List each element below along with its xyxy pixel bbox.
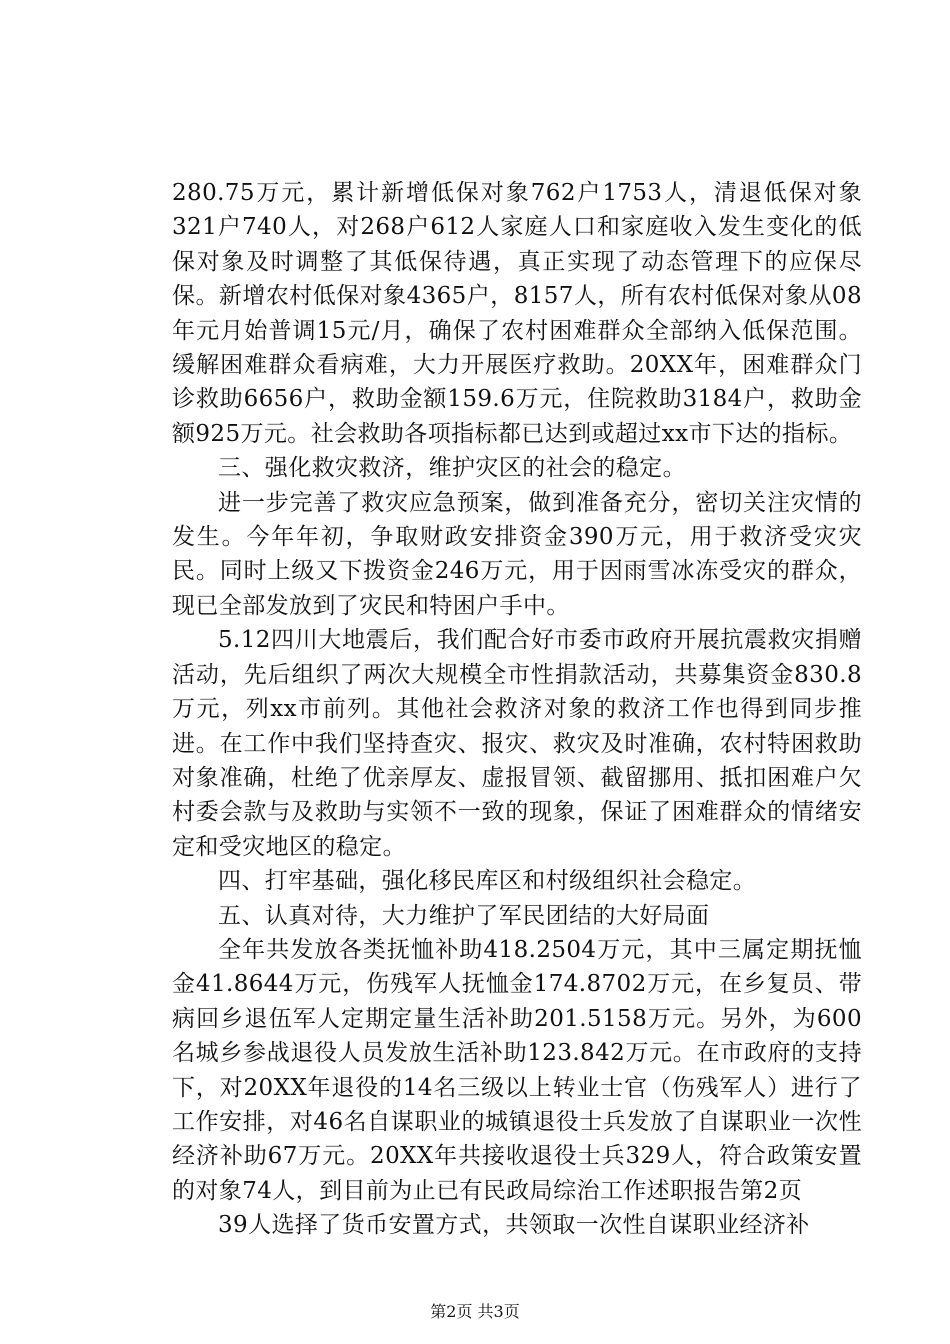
paragraph-3: 进一步完善了救灾应急预案，做到准备充分，密切关注灾情的发生。今年年初，争取财政安排资金390万元，用于救济受灾灾民。同时上级又下拨资金246万元，用于因雨雪冰冻受灾的群众，现已全部发放到了灾民和特困户手中。 [172,489,862,619]
paragraph-4: 5.12四川大地震后，我们配合好市委市政府开展抗震救灾捐赠活动，先后组织了两次大规模全市性捐款活动，共募集资金830.8万元，列xx市前列。其他社会救济对象的救济工作也得到同步推进。在工作中我们坚持查灾、报灾、救灾及时准确，农村特困救助对象准确，杜绝了优亲厚友、虚报冒领、截留挪用、抵扣困难户欠村委会款与及救助与实领不一致的现象，保证了困难群众的情绪安定和受灾地区的稳定。 [172,627,862,860]
paragraph-8: 39人选择了货币安置方式，共领取一次性自谋职业经济补 [218,1212,810,1239]
document-body [172,176,862,1243]
section-heading-5: 五、认真对待，大力维护了军民团结的大好局面 [218,902,710,929]
paragraph-7: 全年共发放各类抚恤补助418.2504万元，其中三属定期抚恤金41.8644万元，伤残军人抚恤金174.8702万元，在乡复员、带病回乡退伍军人定期定量生活补助201.5158万元。另外，为600名城乡参战退役人员发放生活补助123.842万元。在市政府的支持下，对20XX年退役的14名三级以上转业士官（伤残军人）进行了工作安排，对46名自谋职业的城镇退役士兵发放了自谋职业一次性经济补助67万元。20XX年共接收退役士兵329人，符合政策安置的对象74人，到目前为止已有民政局综治工作述职报告第2页 [172,936,862,1204]
section-heading-4: 四、打牢基础，强化移民库区和村级组织社会稳定。 [218,868,757,895]
page-footer [0,1302,950,1322]
section-heading-3: 三、强化救灾救济，维护灾区的社会的稳定。 [218,455,686,482]
paragraph-1: 280.75万元，累计新增低保对象762户1753人，清退低保对象321户740人，对268户612人家庭人口和家庭收入发生变化的低保对象及时调整了其低保待遇，真正实现了动态管理下的应保尽保。新增农村低保对象4365户，8157人，所有农村低保对象从08年元月始普调15元/月，确保了农村困难群众全部纳入低保范围。缓解困难群众看病难，大力开展医疗救助。20XX年，困难群众门诊救助6656户，救助金额159.6万元，住院救助3184户，救助金额925万元。社会救助各项指标都已达到或超过xx市下达的指标。 [172,180,862,447]
page-number-label: 第2页 共3页 [430,1302,520,1321]
